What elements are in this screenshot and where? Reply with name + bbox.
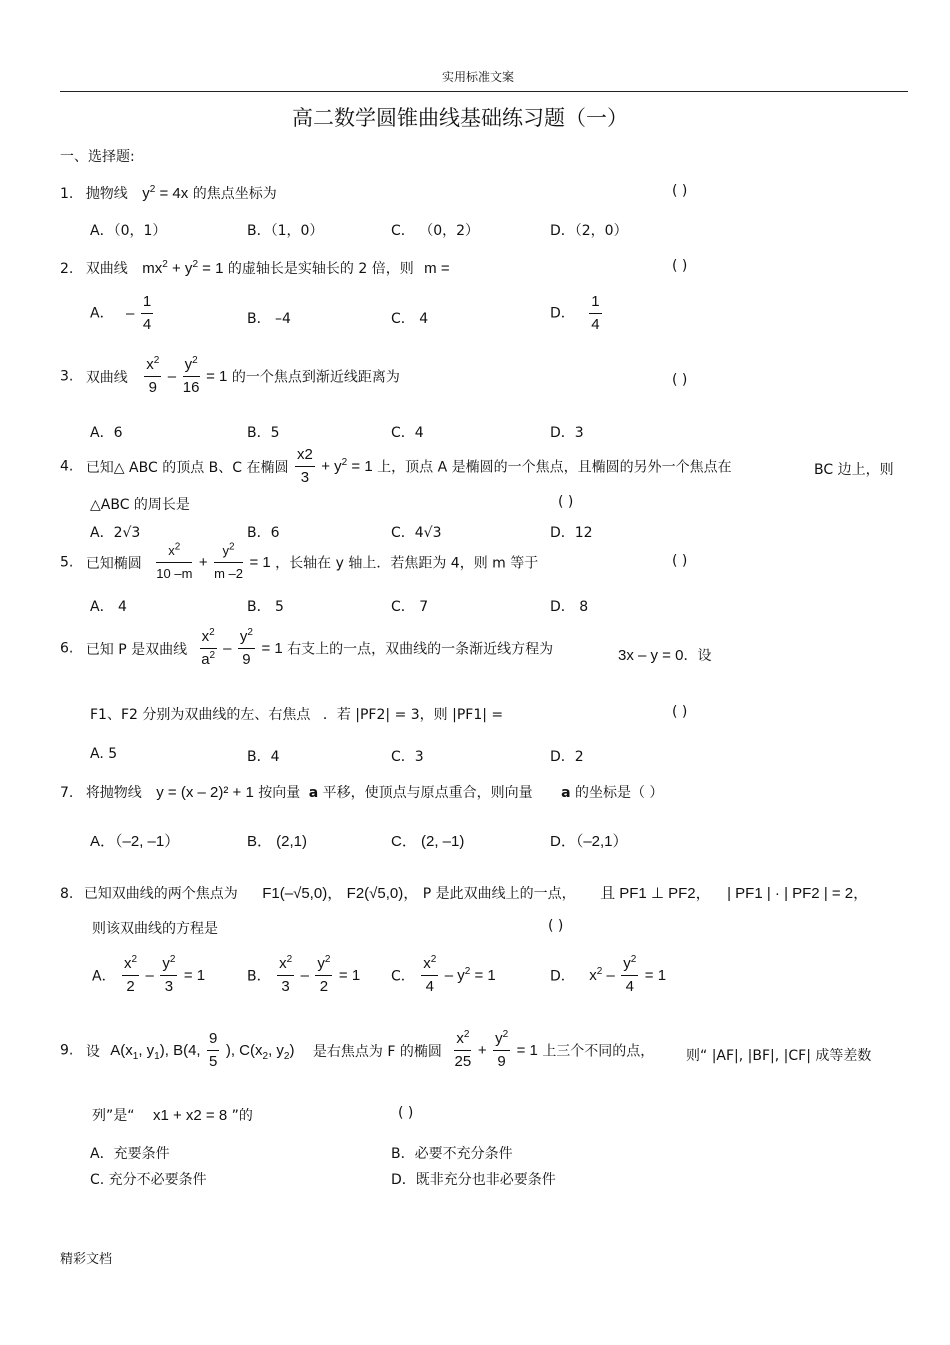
header-rule [60, 91, 908, 92]
question-number: 9. [60, 1042, 74, 1059]
question-2 [60, 258, 450, 278]
fraction-x: $\frac{x^2}{a^2}$ [201, 627, 216, 668]
option-c: C． （0，2） [391, 223, 480, 239]
option-a: A. 5 [90, 746, 118, 762]
question-text: ．若 |PF2| = 3，则 |PF1| = [322, 707, 504, 723]
fraction-x: $\frac{x^2}{10 -m}$ [156, 541, 193, 581]
fraction: $\frac{1}{4}$ [591, 293, 600, 333]
condition-2: | PF1 | · | PF2 | = 2， [727, 885, 869, 902]
question-number: 2. [60, 261, 74, 277]
fraction-y: $\frac{y^2}{9}$ [495, 1029, 509, 1070]
asymptote-equation: 3x – y = 0．设 [618, 647, 712, 664]
answer-bracket: ( ) [398, 1105, 414, 1121]
question-4: 4. 已知△ ABC 的顶点 B、C 在椭圆 $\frac{x2}{3}$ + $y^2 = 1$ 上，顶点 A 是椭圆的一个焦点，且椭圆的另外一个焦点在 [60, 446, 732, 486]
question-text: 则该双曲线的方程是 [92, 921, 218, 937]
option-a: A． 4 [90, 599, 127, 615]
question-text: 双曲线 [85, 369, 128, 386]
fraction-y: $\frac{y^2}{9}$ [239, 627, 253, 668]
answer-bracket: ( ) [672, 183, 688, 199]
option-b: B．4 [247, 749, 280, 765]
question-9: 9. 设 $A(x_1$, $y_1$), B(4, $\frac{9}{5}$ ), $C(x_2$, $y_2$) 是右焦点为 F 的椭圆 $\frac{x^2}{25}$ + $\frac{y^2}{9}$ = 1 上三个不同的点， [60, 1029, 655, 1070]
fraction: $\frac{x2}{3}$ [296, 446, 313, 486]
question-text: 已知 P 是双曲线 [85, 641, 188, 658]
option-b: B．5 [247, 425, 280, 441]
option-b: B． 5 [247, 599, 284, 615]
equation: $y^2 = 4x$ [142, 184, 189, 202]
question-text: ，长轴在 y 轴上．若焦距为 4，则 m 等于 [275, 555, 539, 572]
question-text: 按向量 [258, 785, 301, 801]
page-title: 高二数学圆锥曲线基础练习题（一） [292, 106, 628, 130]
option-c: C． $\frac{x^2}{4}$ – $y^2 = 1$ [391, 954, 496, 995]
vector-symbol: a [308, 785, 319, 801]
question-text: △ABC 的周长是 [90, 497, 190, 513]
option-c: C． 4 [391, 311, 429, 327]
question-text: 上，顶点 A 是椭圆的一个焦点，且椭圆的另外一个焦点在 [377, 459, 732, 476]
question-text: BC 边上，则 [814, 462, 894, 478]
question-9-line2 [92, 1105, 253, 1125]
option-a: A．充要条件 [90, 1146, 170, 1162]
question-text: 已知双曲线的两个焦点为 [83, 886, 238, 902]
option-b: B．（1，0） [247, 223, 324, 239]
fraction: $\frac{y^2}{2}$ [317, 954, 331, 995]
page-footer: 精彩文档 [60, 1252, 113, 1267]
answer-bracket: ( ) [558, 494, 574, 510]
answer-bracket: ( ) [548, 918, 564, 934]
fraction: $\frac{1}{4}$ [142, 293, 152, 333]
answer-bracket: ( ) [672, 372, 688, 388]
option-c: C．4√3 [391, 525, 442, 541]
option-c: C． (2, –1) [391, 833, 465, 850]
option-d: D．（2，0） [550, 223, 628, 239]
focus-1: F1(–√5,0)， [262, 885, 343, 902]
option-b: B． $\frac{x^2}{3}$ – $\frac{y^2}{2}$ = 1 [247, 954, 361, 995]
page-header: 实用标准文案 [442, 70, 515, 84]
answer-bracket: ( ) [672, 258, 688, 274]
option-a: A． $\frac{x^2}{2}$ – $\frac{y^2}{3}$ = 1 [92, 954, 206, 995]
question-3: 3. 双曲线 $\frac{x^2}{9}$ – $\frac{y^2}{16}$ = 1 的一个焦点到渐近线距离为 [60, 355, 400, 396]
fraction-x: $\frac{x^2}{25}$ [454, 1029, 472, 1070]
section-heading: 一、选择题: [60, 149, 135, 165]
points: $A(x_1$, $y_1$), B(4, [110, 1042, 201, 1062]
option-c: C． 7 [391, 599, 429, 615]
question-number: 7. [60, 785, 74, 801]
question-text: 的焦点坐标为 [192, 186, 277, 202]
fraction-y: $\frac{y^2}{m -2}$ [214, 541, 243, 581]
option-b: B．6 [247, 525, 280, 541]
question-8 [60, 882, 868, 903]
question-number: 3. [60, 368, 74, 385]
option-d: D．（–2,1） [550, 833, 628, 850]
question-number: 1. [60, 186, 74, 202]
question-text: ”的 [231, 1108, 253, 1124]
equation: x1 + x2 = 8 [152, 1107, 228, 1124]
fraction: $\frac{x^2}{4}$ [423, 954, 437, 995]
option-b: B． (2,1) [247, 833, 308, 850]
question-text: 的虚轴长是实轴长的 2 倍，则 [227, 261, 414, 277]
question-text: 是右焦点为 F 的椭圆 [312, 1043, 442, 1060]
fraction: $\frac{9}{5}$ [209, 1030, 218, 1070]
option-c: C. 充分不必要条件 [90, 1172, 207, 1188]
fraction: $\frac{x^2}{2}$ [124, 954, 138, 995]
question-text: 已知△ ABC 的顶点 B、C 在椭圆 [85, 459, 289, 476]
focus-2: F2(√5,0)， [346, 885, 419, 902]
question-number: 5. [60, 554, 74, 571]
equation: y = (x – 2)² + 1 [156, 784, 254, 801]
question-text: 将抛物线 [85, 785, 142, 801]
option-d: D．2 [550, 749, 584, 765]
question-text: 的一个焦点到渐近线距离为 [231, 369, 400, 386]
question-text: 设 [85, 1043, 100, 1060]
question-text: 列”是“ [92, 1108, 135, 1124]
answer-bracket: ( ) [672, 704, 688, 720]
option-a: A． – $\frac{1}{4}$ [90, 293, 152, 333]
fraction-x: $\frac{x^2}{9}$ [146, 355, 160, 396]
vector-symbol: a [561, 785, 571, 801]
option-a: A．（–2, –1） [90, 833, 180, 850]
question-text: 右支上的一点，双曲线的一条渐近线方程为 [287, 641, 554, 658]
answer-bracket: ( ) [672, 553, 688, 569]
question-text: 已知椭圆 [85, 555, 142, 572]
condition-1: 且 PF1 ⊥ PF2， [600, 885, 711, 902]
equation: m = [424, 260, 450, 277]
option-d: D．3 [550, 425, 584, 441]
question-7 [60, 782, 663, 802]
question-5: 5. 已知椭圆 $\frac{x^2}{10 -m}$ + $\frac{y^2}{m -2}$ = 1 ，长轴在 y 轴上．若焦距为 4，则 m 等于 [60, 541, 539, 581]
option-a: A．6 [90, 425, 123, 441]
question-number: 8. [60, 886, 74, 902]
fraction: $\frac{y^2}{4}$ [623, 954, 637, 995]
option-a: A．（0，1） [90, 223, 167, 239]
question-text: 平移，使顶点与原点重合，则向量 [322, 785, 533, 801]
question-text: 上三个不同的点， [542, 1043, 655, 1060]
fraction-y: $\frac{y^2}{16}$ [182, 355, 200, 396]
option-a: A．2√3 [90, 525, 141, 541]
option-d: D． $\frac{1}{4}$ [550, 293, 600, 333]
option-d: D． 8 [550, 599, 589, 615]
question-text: F1、F2 分别为双曲线的左、右焦点 [90, 707, 311, 723]
question-text: P 是此双曲线上的一点， [422, 886, 576, 902]
question-text: 则“ |AF|, |BF|, |CF| 成等差数 [686, 1048, 872, 1064]
question-text: 的坐标是（ ） [574, 785, 664, 801]
question-number: 4. [60, 458, 74, 475]
question-number: 6. [60, 640, 74, 657]
question-1 [60, 183, 277, 203]
fraction: $\frac{x^2}{3}$ [279, 954, 293, 995]
question-6-line2 [90, 704, 503, 724]
option-b: B． –4 [247, 311, 291, 327]
option-d: D． $x^2$ – $\frac{y^2}{4}$ = 1 [550, 954, 667, 995]
option-d: D．12 [550, 525, 593, 541]
question-text: 抛物线 [85, 186, 128, 202]
equation: $mx^2 + y^2 = 1$ [142, 259, 224, 277]
fraction: $\frac{y^2}{3}$ [162, 954, 176, 995]
question-text: 双曲线 [85, 261, 128, 277]
option-d: D．既非充分也非必要条件 [391, 1172, 556, 1188]
option-c: C．4 [391, 425, 424, 441]
question-6: 6. 已知 P 是双曲线 $\frac{x^2}{a^2}$ – $\frac{y^2}{9}$ = 1 右支上的一点，双曲线的一条渐近线方程为 [60, 627, 554, 668]
option-c: C．3 [391, 749, 424, 765]
option-b: B．必要不充分条件 [391, 1146, 513, 1162]
